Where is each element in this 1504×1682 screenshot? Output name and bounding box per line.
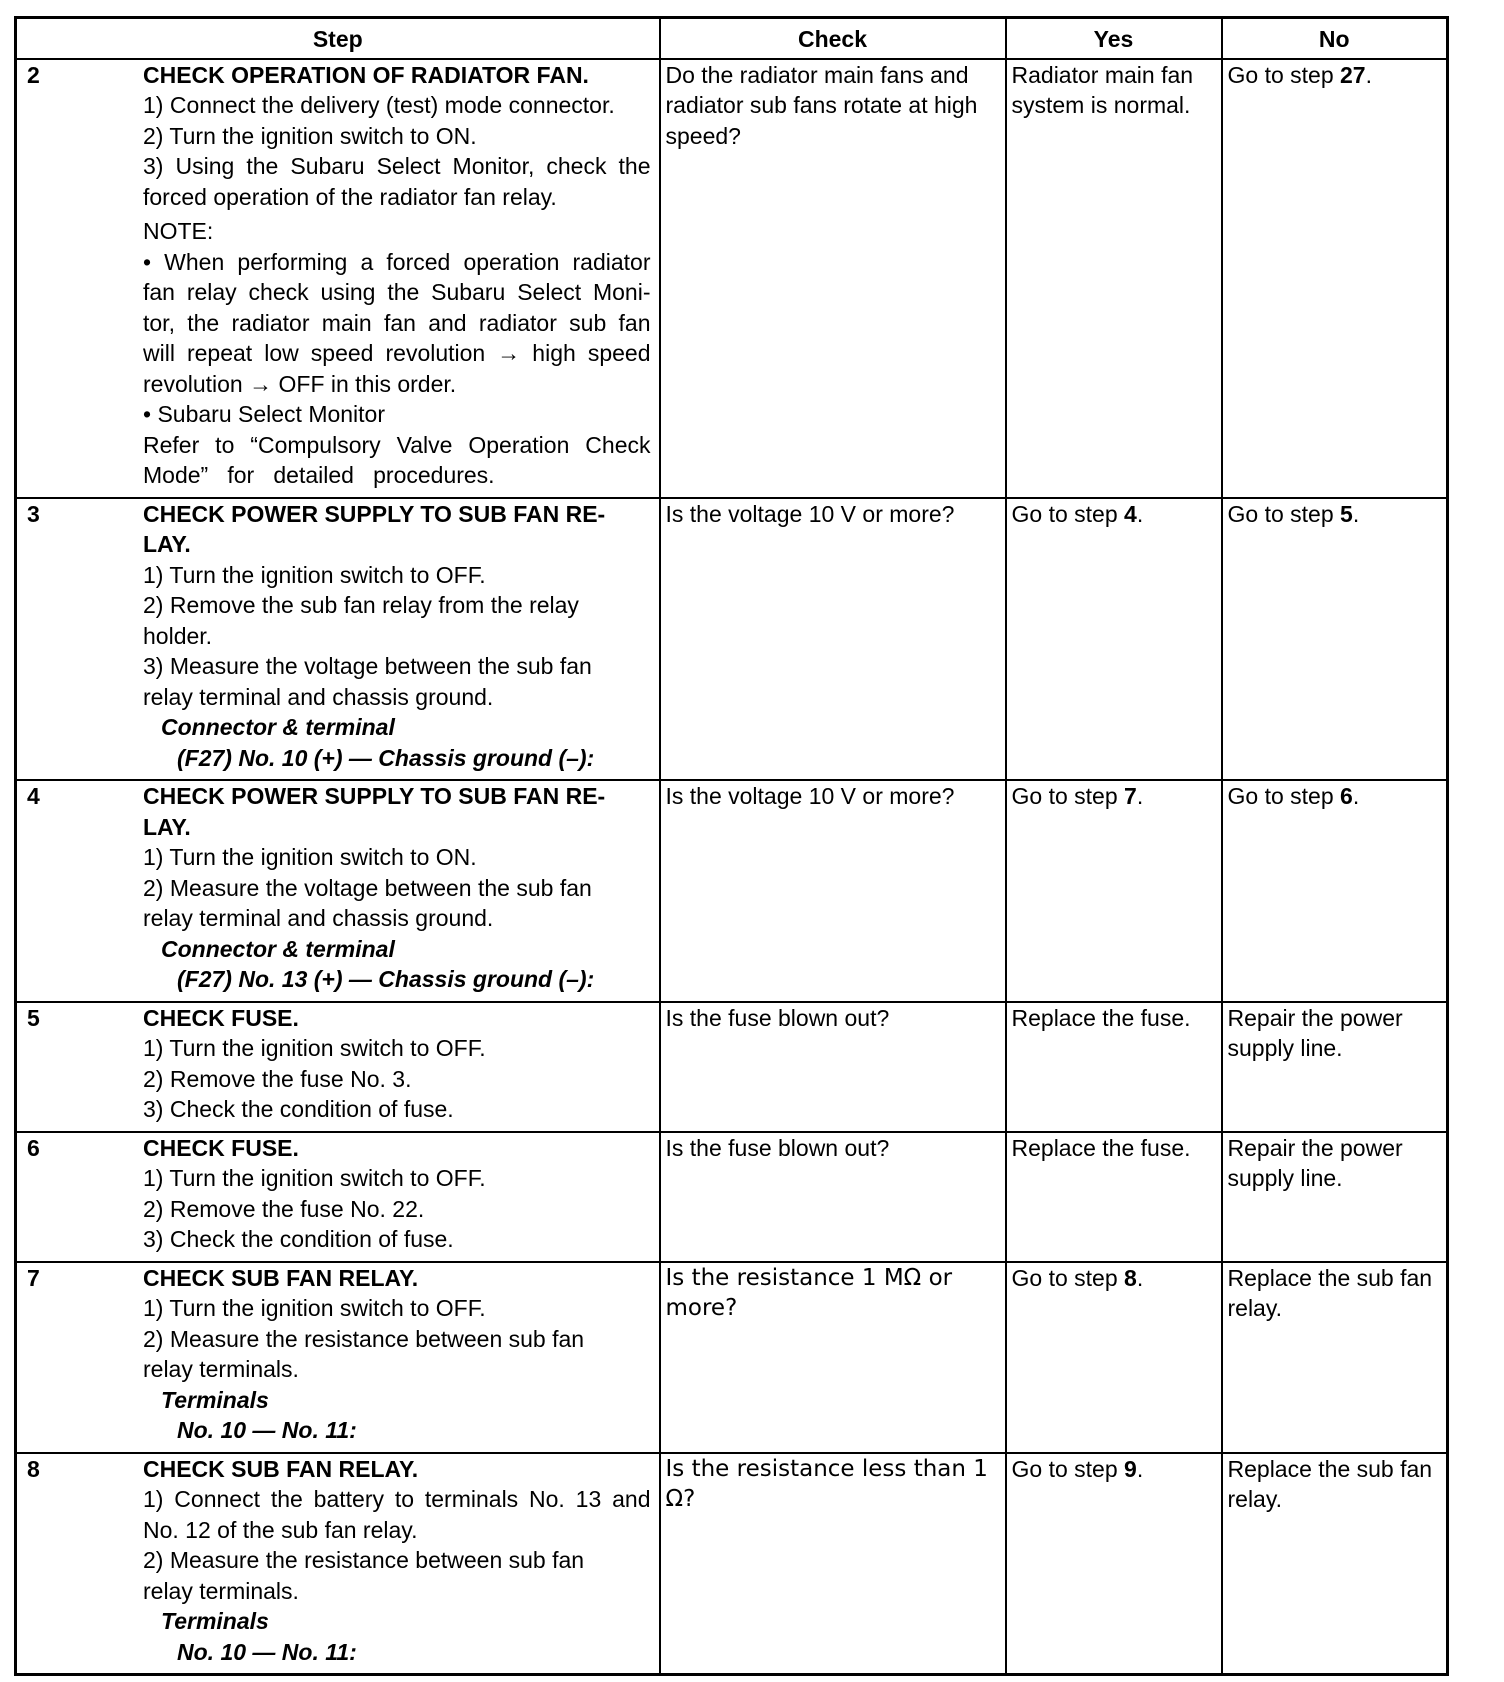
step-instruction: 3) Check the condition of fuse.: [143, 1226, 454, 1252]
yes-cell: Radiator main fan system is normal.: [1006, 59, 1222, 498]
no-cell: Replace the sub fan relay.: [1222, 1262, 1448, 1453]
step-instruction: relay terminal and chassis ground.: [143, 683, 494, 710]
connector-label: Connector & terminal: [161, 714, 395, 740]
step-cell: [16, 1453, 660, 1675]
step-body: [143, 499, 651, 774]
yes-cell: [1006, 1262, 1222, 1453]
step-reference: 9: [1124, 1455, 1137, 1482]
note-text: tor, the radiator main fan and radiator sub fan: [143, 309, 651, 336]
step-title: CHECK FUSE.: [143, 1134, 299, 1161]
terminals-spec: No. 10 — No. 11:: [177, 1638, 357, 1665]
yes-action-text: .: [1136, 1455, 1144, 1482]
header-no: No: [1222, 18, 1448, 59]
step-number: 7: [27, 1264, 40, 1291]
terminals-spec: No. 10 — No. 11:: [177, 1417, 357, 1443]
yes-cell: [1006, 1453, 1222, 1675]
step-title: CHECK FUSE.: [143, 1004, 299, 1031]
step-reference: 5: [1340, 500, 1353, 527]
step-title: CHECK SUB FAN RELAY.: [143, 1264, 419, 1291]
no-action-text: Go to step: [1227, 500, 1341, 527]
step-number: 6: [27, 1134, 40, 1161]
connector-spec: (F27) No. 10 (+) — Chassis ground (–):: [177, 744, 595, 771]
table-row: [16, 498, 1448, 781]
no-action-text: .: [1352, 783, 1360, 809]
step-instruction: 1) Turn the ignition switch to OFF.: [143, 1295, 486, 1321]
step-instruction: 1) Turn the ignition switch to OFF.: [143, 1165, 486, 1191]
step-cell: [16, 780, 660, 1002]
terminals-label: Terminals: [161, 1386, 269, 1413]
no-cell: [1222, 59, 1448, 498]
step-number: 3: [27, 500, 40, 527]
step-instruction: 2) Measure the resistance between sub fan: [143, 1547, 585, 1573]
step-instruction: 1) Connect the delivery (test) mode connector.: [143, 92, 615, 118]
step-instruction: 1) Turn the ignition switch to OFF.: [143, 1035, 486, 1061]
table-row: [16, 1002, 1448, 1132]
table-row: [16, 1262, 1448, 1453]
no-action-text: Go to step: [1227, 61, 1341, 88]
step-cell: [16, 1132, 660, 1262]
table-row: [16, 1132, 1448, 1262]
header-yes: Yes: [1006, 18, 1222, 59]
step-instruction: 2) Measure the voltage between the sub fan: [143, 874, 592, 901]
yes-action-text: Go to step: [1011, 500, 1125, 527]
step-reference: 4: [1124, 500, 1137, 527]
step-reference: 8: [1124, 1264, 1137, 1291]
step-instruction: 2) Remove the sub fan relay from the relay: [143, 592, 579, 618]
step-title: CHECK POWER SUPPLY TO SUB FAN RE-: [143, 500, 606, 527]
yes-cell: [1006, 780, 1222, 1002]
yes-action-text: .: [1136, 1264, 1144, 1291]
connector-spec: (F27) No. 13 (+) — Chassis ground (–):: [177, 966, 595, 992]
reference-text: Mode” for detailed procedures.: [143, 462, 495, 488]
no-action-text: .: [1352, 500, 1360, 527]
step-number: 5: [27, 1004, 40, 1031]
step-instruction: 3) Check the condition of fuse.: [143, 1096, 454, 1122]
yes-cell: Replace the fuse.: [1006, 1132, 1222, 1262]
check-cell: Is the fuse blown out?: [660, 1132, 1006, 1262]
step-instruction: 2) Measure the resistance between sub fan: [143, 1325, 585, 1352]
step-instruction: forced operation of the radiator fan relay.: [143, 183, 557, 210]
step-reference: 6: [1340, 783, 1353, 809]
step-instruction: 1) Connect the battery to terminals No. 13 and: [143, 1486, 651, 1512]
note-text: fan relay check using the Subaru Select Moni-: [143, 279, 651, 305]
no-cell: [1222, 498, 1448, 781]
step-cell: [16, 59, 660, 498]
step-instruction: 3) Using the Subaru Select Monitor, check the: [143, 153, 651, 179]
no-cell: [1222, 780, 1448, 1002]
step-instruction: 1) Turn the ignition switch to OFF.: [143, 561, 486, 588]
no-cell: Replace the sub fan relay.: [1222, 1453, 1448, 1675]
step-instruction: 2) Turn the ignition switch to ON.: [143, 122, 477, 149]
step-title: LAY.: [143, 813, 191, 840]
no-action-text: .: [1365, 61, 1372, 88]
step-instruction: relay terminals.: [143, 1356, 299, 1382]
step-title: CHECK POWER SUPPLY TO SUB FAN RE-: [143, 783, 606, 809]
step-instruction: holder.: [143, 622, 213, 649]
step-cell: [16, 1002, 660, 1132]
check-cell: Is the voltage 10 V or more?: [660, 498, 1006, 781]
step-reference: 27: [1340, 61, 1366, 88]
step-number: 8: [27, 1455, 40, 1482]
check-cell: Is the voltage 10 V or more?: [660, 780, 1006, 1002]
table-header-row: [16, 18, 1448, 59]
yes-action-text: Go to step: [1011, 783, 1125, 809]
step-instruction: 2) Remove the fuse No. 3.: [143, 1065, 412, 1092]
diagnostic-document: [14, 16, 1446, 1676]
step-body: [143, 1454, 651, 1668]
step-body: [143, 60, 651, 491]
yes-cell: [1006, 498, 1222, 781]
step-number: 4: [27, 783, 40, 809]
note-label: NOTE:: [143, 218, 214, 244]
step-body: [143, 781, 651, 995]
step-body: [143, 1133, 651, 1255]
table-row: [16, 780, 1448, 1002]
reference-text: Refer to “Compulsory Valve Operation Check: [143, 431, 651, 458]
yes-action-text: Go to step: [1011, 1264, 1125, 1291]
yes-action-text: Go to step: [1011, 1455, 1125, 1482]
table-row: [16, 59, 1448, 498]
check-cell: Is the resistance less than 1 Ω?: [660, 1453, 1006, 1675]
yes-action-text: .: [1136, 783, 1144, 809]
note-text: will repeat low speed revolution → high speed: [143, 340, 651, 366]
step-title: LAY.: [143, 531, 191, 557]
no-action-text: Go to step: [1227, 783, 1341, 809]
note-text: • When performing a forced operation radiator: [143, 248, 651, 275]
no-cell: Repair the power supply line.: [1222, 1002, 1448, 1132]
diagnostic-procedure-table: [14, 16, 1449, 1676]
step-body: [143, 1003, 651, 1125]
step-cell: [16, 1262, 660, 1453]
yes-cell: Replace the fuse.: [1006, 1002, 1222, 1132]
step-instruction: No. 12 of the sub fan relay.: [143, 1516, 418, 1543]
step-body: [143, 1263, 651, 1446]
connector-label: Connector & terminal: [161, 935, 395, 962]
check-cell: Do the radiator main fans and radiator sub fans rotate at high speed?: [660, 59, 1006, 498]
step-cell: [16, 498, 660, 781]
note-text: revolution → OFF in this order.: [143, 370, 457, 397]
check-cell: Is the resistance 1 MΩ or more?: [660, 1262, 1006, 1453]
header-step: Step: [16, 18, 660, 59]
step-number: 2: [27, 61, 40, 88]
terminals-label: Terminals: [161, 1608, 269, 1634]
step-title: CHECK SUB FAN RELAY.: [143, 1455, 419, 1482]
check-cell: Is the fuse blown out?: [660, 1002, 1006, 1132]
yes-action-text: .: [1136, 500, 1144, 527]
no-cell: Repair the power supply line.: [1222, 1132, 1448, 1262]
step-instruction: relay terminals.: [143, 1577, 299, 1604]
step-instruction: 3) Measure the voltage between the sub fan: [143, 653, 592, 679]
step-title: CHECK OPERATION OF RADIATOR FAN.: [143, 61, 589, 88]
step-instruction: relay terminal and chassis ground.: [143, 905, 494, 931]
step-instruction: 1) Turn the ignition switch to ON.: [143, 844, 477, 870]
table-row: [16, 1453, 1448, 1675]
header-check: Check: [660, 18, 1006, 59]
note-text: • Subaru Select Monitor: [143, 401, 386, 427]
step-reference: 7: [1124, 783, 1137, 809]
step-instruction: 2) Remove the fuse No. 22.: [143, 1195, 425, 1222]
